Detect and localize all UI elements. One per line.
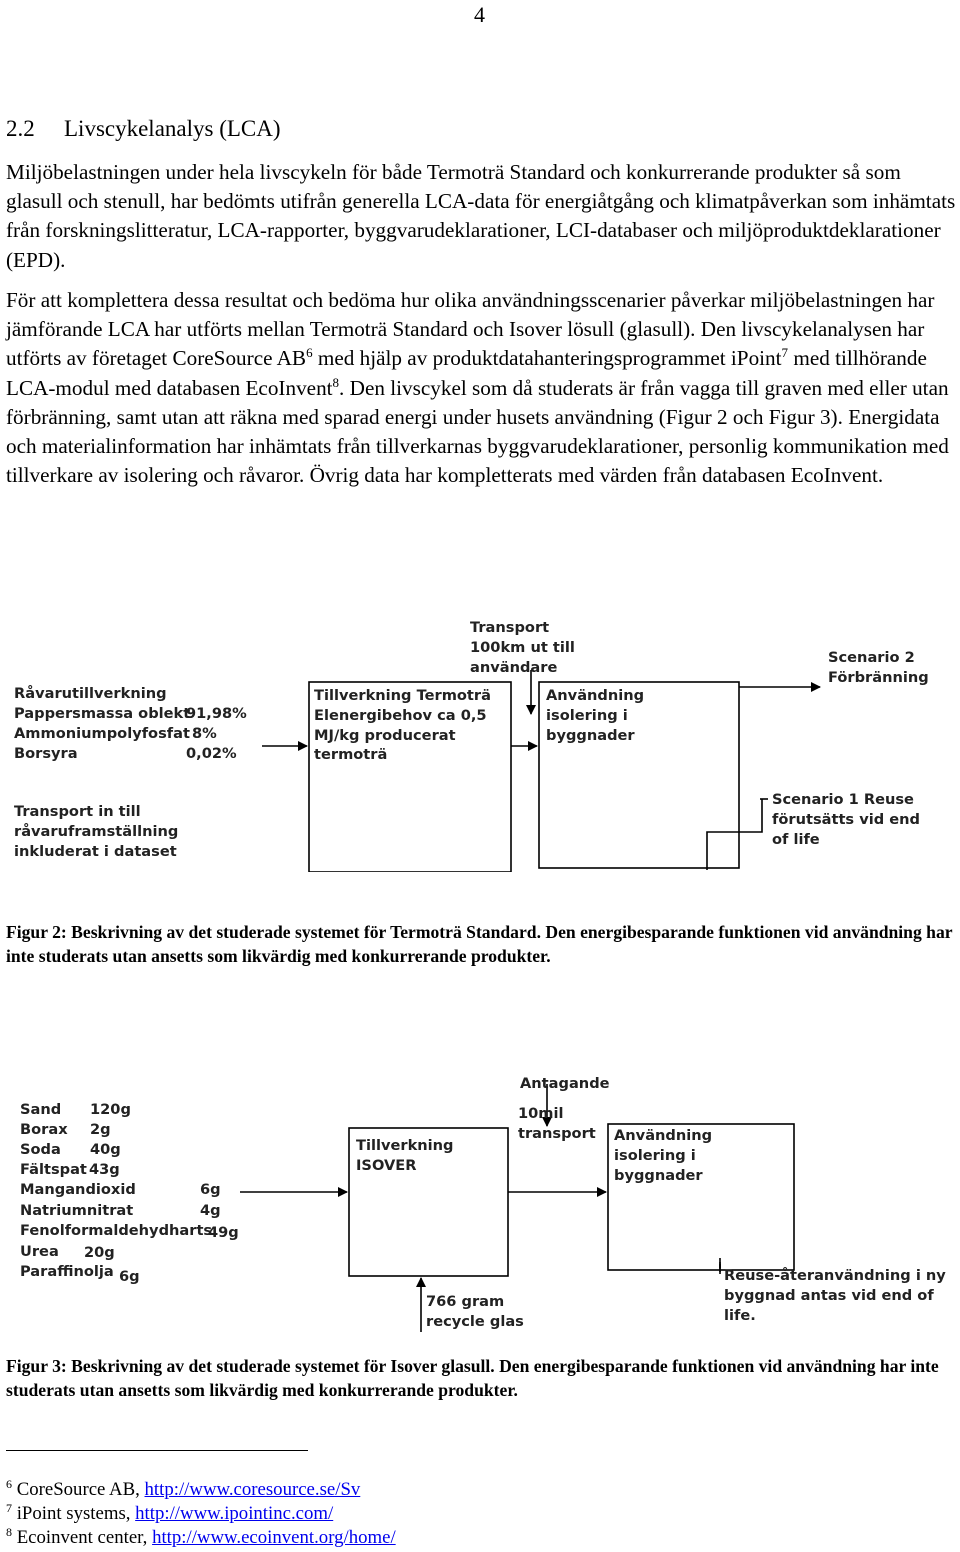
transport-user-line-1: Transport [470,619,550,636]
material-value-soda: 40g [90,1141,121,1158]
footnote-6-link[interactable]: http://www.coresource.se/Sv [144,1479,361,1500]
reuse-line-1: Reuse-återanvändning i ny [724,1267,946,1284]
isover-use-line-1: Användning [614,1127,713,1144]
footnote-8-number: 8 [6,1525,12,1539]
raw-material-value-2: 8% [192,725,217,742]
assumption-detail-label [518,1104,596,1144]
isover-production-line-2: ISOVER [356,1156,417,1174]
section-heading [6,116,281,142]
page-number: 4 [474,2,485,27]
material-name-paraffinolja: Paraffinolja [20,1263,114,1280]
figure-3-caption: Figur 3: Beskrivning av det studerade systemet för Isover glasull. Den energibesparande funktionen vid användning har inte studerats utan ansetts som likvärdig med konkurrerande produkter. [6,1356,939,1400]
figure-2-caption: Figur 2: Beskrivning av det studerade systemet för Termoträ Standard. Den energibesparande funktionen vid användning har inte studerats utan ansetts som likvärdig med konkurrerande produkter. [6,922,953,966]
reuse-line-3: life. [724,1306,756,1324]
material-name-urea: Urea [20,1243,59,1260]
reuse-label [724,1266,946,1325]
footnote-8 [6,1526,396,1550]
footnote-8-text: Ecoinvent center, [16,1527,153,1548]
paragraph-2-text-1: För att komplettera dessa resultat och bedöma hur olika användningsscenarier påverkar miljöbelastningen har jämförande LCA har utförts mellan Termoträ Standard och Isover lösull (glasull). Den livscykelanalysen har utförts av företaget CoreSource AB [6,288,935,371]
transport-user-line-3: användare [470,658,558,676]
section-number: 2.2 [6,116,35,141]
reuse-line-2: byggnad antas vid end of [724,1286,934,1304]
assumption-line-3: transport [518,1124,596,1142]
material-value-borax: 2g [90,1121,111,1138]
material-name-faltspat: Fältspat [20,1161,87,1178]
isover-production-line-1: Tillverkning [356,1137,454,1154]
figure-3-diagram [0,1066,960,1342]
scenario2-line-1: Scenario 2 [828,649,915,666]
scenario1-loop-line [707,799,762,870]
isover-use-line-2: isolering i [614,1146,696,1164]
scenario1-label [772,790,920,849]
paragraph-2-text-4: . Den livscykel som då studerats är från vagga till graven med eller utan förbränning, samt utan att räkna med sparad energi under husets användning (Figur 2 och Figur 3). Energidata och materialinformation har inhämtats från tillverkarnas byggvarudeklarationer, personlig kommunikation med tillverkare av isolering och råvaror. Övrig data har kompletterats med värden från databasen EcoInvent. [6,375,949,488]
assumption-line-2: 10mil [518,1105,564,1122]
footnote-ref-6: 6 [306,345,313,361]
transport-in-line-2: råvaruframställning [14,822,179,840]
isover-use-label [614,1126,712,1185]
footnote-6-number: 6 [6,1477,12,1491]
raw-material-name-1: Pappersmassa oblekt [14,705,191,722]
use-line-3: byggnader [546,726,635,744]
transport-in-line-1: Transport in till [14,803,141,820]
transport-user-line-2: 100km ut till [470,638,575,656]
material-value-natriumnitrat: 4g [200,1202,221,1219]
scenario2-label [828,648,929,688]
footnote-ref-7: 7 [781,345,789,361]
raw-materials-title: Råvarutillverkning [14,685,167,702]
section-title: Livscykelanalys (LCA) [64,116,281,141]
paragraph-2-text-3: med tillhörande LCA-modul med databasen EcoInvent [6,346,927,400]
footnote-8-link[interactable]: http://www.ecoinvent.org/home/ [152,1527,396,1548]
material-name-borax: Borax [20,1121,68,1138]
raw-material-value-3: 0,02% [186,745,237,762]
footnote-7-number: 7 [6,1501,12,1515]
transport-user-label [470,618,575,677]
scenario1-line-1: Scenario 1 Reuse [772,791,914,808]
scenario1-line-2: förutsätts vid end [772,810,920,828]
transport-in-label [14,802,178,861]
production-line-3: MJ/kg producerat [314,726,456,744]
transport-in-line-3: inkluderat i dataset [14,842,177,860]
isover-production-label [356,1136,454,1176]
raw-material-name-2: Ammoniumpolyfosfat [14,725,190,742]
material-name-mangandioxid: Mangandioxid [20,1181,136,1198]
material-value-sand: 120g [90,1101,131,1118]
production-line-1: Tillverkning Termoträ [314,687,491,704]
recycle-line-1: 766 gram [426,1293,505,1310]
material-name-fenolformaldehydharts: Fenolformaldehydharts [20,1222,213,1239]
paragraph-2-text-2: med hjälp av produktdatahanteringsprogrammet iPoint [312,346,782,371]
paragraph-1: Miljöbelastningen under hela livscykeln för både Termoträ Standard och konkurrerande produkter så som glasull och stenull, har bedömts utifrån generella LCA-data för energiåtgång och klimatpåverkan som inhämtats från forskningslitteratur, LCA-rapporter, byggvarudeklarationer, LCI-databaser och miljöproduktdeklarationer (EPD). [6,160,956,272]
raw-material-name-3: Borsyra [14,745,78,762]
material-name-soda: Soda [20,1141,61,1158]
footnote-7 [6,1502,333,1526]
material-value-faltspat: 43g [89,1161,120,1178]
production-line-4: termoträ [314,746,388,764]
use-line-2: isolering i [546,706,628,724]
material-name-sand: Sand [20,1101,62,1118]
material-value-urea: 20g [84,1244,115,1261]
material-value-fenolformaldehydharts: 49g [208,1224,239,1241]
material-value-paraffinolja: 6g [119,1268,140,1285]
material-name-natriumnitrat: Natriumnitrat [20,1202,134,1219]
footnote-7-text: iPoint systems, [16,1503,136,1524]
production-line-2: Elenergibehov ca 0,5 [314,706,487,724]
recycle-line-2: recycle glas [426,1312,524,1330]
raw-material-value-1: 91,98% [186,705,247,722]
use-label [546,686,644,745]
recycle-label [426,1292,524,1332]
use-line-1: Användning [546,687,645,704]
footnote-rule [6,1450,308,1451]
paragraph-2 [6,286,960,490]
footnote-7-link[interactable]: http://www.ipointinc.com/ [135,1503,334,1524]
footnote-ref-8: 8 [332,374,340,390]
figure-2-diagram [0,612,960,872]
scenario1-line-3: of life [772,830,820,848]
footnote-6-text: CoreSource AB, [16,1479,145,1500]
scenario2-line-2: Förbränning [828,668,929,686]
footnote-6 [6,1478,360,1502]
material-value-mangandioxid: 6g [200,1181,221,1198]
production-label [314,686,491,765]
isover-use-line-3: byggnader [614,1166,703,1184]
assumption-line-1: Antagande [520,1075,610,1092]
assumption-label [520,1074,610,1094]
